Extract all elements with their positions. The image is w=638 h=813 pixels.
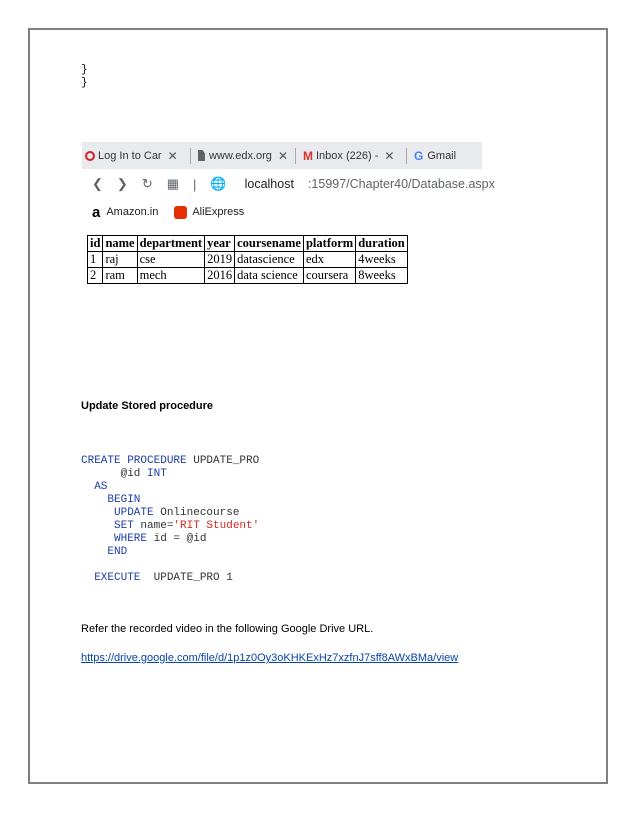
back-icon[interactable]: ❮ (92, 176, 103, 191)
close-icon[interactable]: ✕ (167, 148, 178, 163)
sql-keyword: WHERE (81, 533, 148, 545)
table-cell: mech (137, 268, 205, 284)
google-icon: G (414, 148, 424, 163)
sql-string: 'RIT Student' (173, 520, 260, 532)
code-line (81, 468, 259, 481)
url-host: localhost (244, 177, 294, 191)
opera-icon (85, 151, 95, 161)
sql-text: name= (133, 520, 174, 532)
close-icon[interactable]: ✕ (384, 148, 395, 163)
code-line (81, 533, 259, 546)
section-heading: Update Stored procedure (81, 400, 214, 412)
url-path: :15997/Chapter40/Database.aspx (307, 177, 495, 191)
sql-code-block (81, 455, 259, 585)
tab-label: Log In to Car (98, 149, 162, 162)
tab-edx[interactable] (195, 142, 291, 169)
table-cell: datascience (235, 252, 304, 268)
column-header: coursename (235, 236, 304, 252)
sql-text: Onlinecourse (153, 507, 240, 519)
url-field[interactable] (245, 177, 509, 191)
table-cell: data science (235, 268, 304, 284)
column-header: id (88, 236, 103, 252)
sql-text: id = @id (147, 533, 207, 545)
amazon-icon: a (92, 203, 101, 221)
drive-link[interactable]: https://drive.google.com/file/d/1p1z0Oy3oKHKExHz7xzfnJ7sff8AWxBMa/view (81, 652, 459, 664)
sql-keyword: EXECUTE (81, 572, 141, 584)
sql-text: @id (81, 468, 148, 480)
bookmark-aliexpress[interactable]: AliExpress (192, 206, 245, 218)
code-line (81, 520, 259, 533)
table-cell: edx (303, 252, 355, 268)
sql-keyword: END (81, 546, 128, 558)
tab-divider (190, 148, 191, 164)
column-header: duration (356, 236, 408, 252)
sql-keyword: UPDATE (81, 507, 154, 519)
code-brace: } (81, 64, 88, 76)
table-cell: raj (103, 252, 137, 268)
table-cell: 4weeks (356, 252, 408, 268)
table-cell: cse (137, 252, 205, 268)
sql-text: UPDATE_PRO 1 (140, 572, 233, 584)
document-icon (198, 150, 205, 161)
aliexpress-icon (174, 206, 187, 219)
code-line (81, 481, 259, 494)
column-header: year (205, 236, 235, 252)
code-line (81, 546, 259, 559)
sql-keyword: AS (81, 481, 108, 493)
gmail-icon: M (303, 148, 313, 163)
column-header: name (103, 236, 137, 252)
sql-text: UPDATE_PRO (186, 455, 260, 467)
sql-keyword: INT (147, 468, 167, 480)
tab-login[interactable] (82, 142, 186, 169)
tab-gmail[interactable] (411, 142, 459, 169)
tab-divider (406, 148, 407, 164)
table-cell: 2019 (205, 252, 235, 268)
tab-divider (295, 148, 296, 164)
table-cell: 2016 (205, 268, 235, 284)
sql-keyword: CREATE PROCEDURE (81, 455, 187, 467)
tab-inbox[interactable] (300, 142, 402, 169)
table-cell: 8weeks (356, 268, 408, 284)
bookmark-amazon[interactable]: Amazon.in (106, 206, 159, 218)
code-line (81, 494, 259, 507)
separator: | (193, 176, 197, 192)
course-table (87, 235, 408, 284)
close-icon[interactable]: ✕ (277, 148, 288, 163)
code-line (81, 455, 259, 468)
reload-icon[interactable]: ↻ (141, 176, 153, 191)
table-cell: ram (103, 268, 137, 284)
forward-icon[interactable]: ❯ (116, 176, 128, 191)
tab-strip (82, 142, 482, 169)
table-cell: 2 (88, 268, 103, 284)
column-header: department (137, 236, 205, 252)
table-row (88, 252, 408, 268)
column-header: platform (303, 236, 355, 252)
tab-label: Gmail (427, 149, 457, 162)
tab-label: Inbox (226) - (316, 149, 379, 162)
table-header-row (88, 236, 408, 252)
code-line (81, 507, 259, 520)
sql-keyword: BEGIN (81, 494, 141, 506)
body-paragraph: Refer the recorded video in the following Google Drive URL. (81, 623, 374, 635)
code-line (81, 572, 259, 585)
code-brace: } (81, 77, 88, 89)
sql-keyword: SET (81, 520, 134, 532)
table-cell: 1 (88, 252, 103, 268)
apps-grid-icon[interactable]: ▦ (166, 176, 180, 191)
code-line (81, 559, 259, 572)
table-cell: coursera (303, 268, 355, 284)
table-row (88, 268, 408, 284)
globe-icon: 🌐 (210, 176, 227, 191)
bookmarks-bar (82, 199, 482, 225)
tab-label: www.edx.org (208, 149, 272, 162)
browser-screenshot (82, 142, 495, 292)
address-bar (82, 169, 495, 199)
